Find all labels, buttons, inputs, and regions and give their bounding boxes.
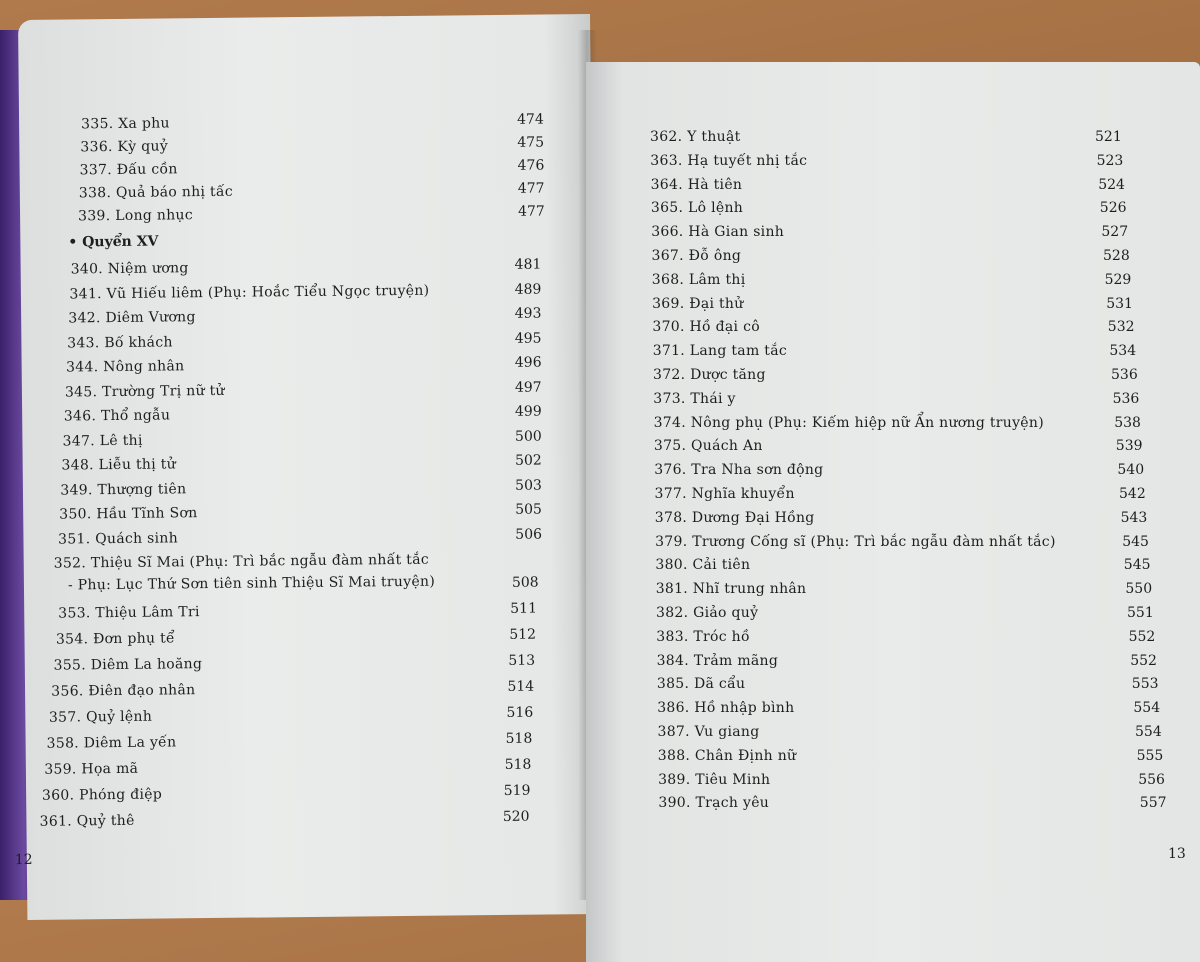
toc-entry-label: 388. Chân Định nữ	[657, 747, 797, 764]
toc-entry	[51, 681, 195, 701]
toc-entry-label: 376. Tra Nha sơn động	[654, 462, 824, 479]
toc-entry	[656, 580, 807, 598]
toc-entry	[49, 708, 152, 727]
section-heading: • Quyển XV	[68, 233, 159, 251]
toc-entry	[653, 390, 735, 408]
toc-entry-label: 362. Y thuật	[650, 129, 741, 145]
toc-entry-page-number: 496	[514, 354, 542, 371]
toc-entry-page-number: 518	[504, 756, 532, 773]
toc-entry	[65, 381, 225, 401]
toc-entry	[651, 223, 784, 241]
toc-entry	[79, 183, 233, 203]
toc-entry-label: 356. Điên đạo nhân	[51, 682, 196, 700]
toc-entry	[58, 603, 200, 622]
toc-entry-label: 335. Xa phu	[81, 115, 170, 133]
right-page	[586, 62, 1200, 962]
toc-entry	[47, 733, 177, 752]
toc-entry-label: 390. Trạch yêu	[658, 795, 770, 812]
toc-entry-label: 340. Niệm ương	[70, 260, 189, 278]
toc-entry-label: 364. Hà tiên	[650, 176, 743, 193]
toc-entry-label: 337. Đấu cồn	[79, 161, 178, 179]
toc-entry-page-number: 553	[1131, 676, 1159, 693]
toc-entry	[651, 176, 743, 194]
toc-entry-label: 365. Lô lệnh	[650, 200, 744, 217]
toc-entry-page-number: 543	[1120, 509, 1148, 526]
toc-entry	[67, 333, 173, 352]
toc-entry-page-number: 545	[1122, 533, 1149, 550]
toc-entry-label: 370. Hồ đại cô	[652, 319, 760, 336]
toc-entry-page-number: 545	[1123, 557, 1151, 574]
toc-entry-page-number: 539	[1115, 438, 1143, 455]
left-page	[14, 14, 599, 920]
toc-entry-page-number: 514	[507, 678, 535, 695]
toc-entry	[71, 259, 189, 278]
toc-entry-page-number: 556	[1138, 771, 1165, 788]
toc-entry-page-number: 554	[1135, 724, 1162, 740]
toc-entry-label: 338. Quả báo nhị tấc	[78, 183, 234, 202]
toc-entry-page-number: 550	[1125, 581, 1153, 598]
toc-entry	[61, 455, 176, 474]
toc-entry-page-number: 521	[1095, 129, 1122, 145]
toc-entry-label: 357. Quỷ lệnh	[48, 708, 153, 726]
toc-entry	[56, 629, 175, 648]
toc-entry-page-number: 551	[1127, 605, 1154, 621]
toc-entry	[653, 366, 766, 384]
toc-entry-label: 377. Nghĩa khuyển	[654, 486, 795, 502]
toc-entry-label: 381. Nhĩ trung nhân	[655, 581, 807, 598]
toc-entry	[655, 533, 1056, 551]
toc-entry	[44, 760, 138, 779]
toc-entry	[63, 431, 143, 450]
toc-entry-page-number: 524	[1098, 176, 1125, 193]
toc-entry-page-number: 497	[514, 379, 542, 396]
toc-entry-page-number: 511	[510, 600, 538, 617]
toc-entry-label: 341. Vũ Hiếu liêm (Phụ: Hoắc Tiểu Ngọc truyện)	[69, 282, 430, 302]
toc-entry-label: 379. Trương Cống sĩ (Phụ: Trì bắc ngẫu đàm nhất tắc)	[655, 533, 1056, 550]
page-number: 12	[14, 851, 33, 869]
toc-entry-label: 346. Thổ ngẫu	[63, 407, 171, 425]
toc-entry	[654, 461, 823, 479]
toc-entry-label: 366. Hà Gian sinh	[651, 224, 785, 241]
toc-entry-label: 378. Dương Đại Hồng	[654, 509, 815, 526]
toc-entry-label: 375. Quách An	[653, 438, 763, 455]
toc-entry	[655, 485, 795, 503]
toc-entry-352-line1	[54, 551, 429, 573]
toc-entry	[655, 509, 815, 527]
toc-entry	[656, 604, 758, 622]
toc-entry	[655, 556, 750, 574]
toc-entry	[64, 406, 171, 425]
toc-entry-page-number: 499	[514, 403, 542, 420]
toc-entry-page-number: 555	[1136, 747, 1164, 764]
toc-entry-page-number: 474	[517, 111, 544, 128]
toc-entry	[658, 747, 797, 765]
toc-entry-page-number: 538	[1114, 414, 1141, 431]
toc-entry-page-number: 536	[1111, 367, 1138, 383]
toc-entry-label: 348. Liễu thị tử	[61, 456, 177, 474]
toc-entry-label: 373. Thái y	[653, 390, 736, 407]
toc-entry-page-number: 523	[1096, 152, 1124, 169]
toc-entry	[59, 504, 197, 523]
toc-entry-page-number: 529	[1104, 271, 1132, 288]
toc-entry-page-number: 512	[509, 626, 537, 643]
toc-entry-page-number: 542	[1119, 486, 1146, 502]
toc-entry-page-number: 536	[1112, 390, 1140, 407]
toc-entry	[68, 308, 196, 327]
toc-entry-label: 386. Hồ nhập bình	[657, 700, 795, 717]
toc-entry-page-number: 506	[515, 526, 543, 543]
toc-entry-label: 369. Đại thử	[652, 295, 744, 312]
toc-entry-label: 336. Kỳ quỷ	[80, 138, 169, 156]
toc-entry-page-number: 520	[502, 808, 530, 825]
toc-entry-label: 389. Tiêu Minh	[658, 771, 771, 788]
toc-entry-page-number: 540	[1117, 462, 1145, 479]
toc-entry-label: 374. Nông phụ (Phụ: Kiếm hiệp nữ Ẩn nương truyện)	[653, 414, 1044, 431]
toc-entry-label: 363. Hạ tuyết nhị tắc	[650, 152, 808, 169]
toc-entry	[60, 480, 186, 499]
toc-entry-label: 352. Thiệu Sĩ Mai (Phụ: Trì bắc ngẫu đàm nhất tắc	[53, 551, 430, 572]
toc-entry-label: 360. Phóng điệp	[41, 786, 163, 804]
toc-entry-page-number: 505	[515, 501, 543, 518]
toc-entry-label: 354. Đơn phụ tể	[55, 630, 176, 648]
toc-entry	[658, 771, 770, 789]
toc-entry-page-number: 477	[517, 203, 545, 220]
toc-entry	[42, 786, 162, 805]
toc-entry	[80, 160, 178, 179]
toc-entry	[657, 699, 794, 717]
toc-entry	[81, 114, 170, 133]
toc-entry-page-number: 534	[1109, 343, 1137, 360]
toc-entry	[652, 295, 743, 313]
toc-entry	[66, 357, 185, 376]
toc-entry	[53, 655, 202, 675]
toc-entry-page-number: 531	[1106, 295, 1133, 312]
toc-entry	[656, 628, 750, 646]
toc-entry-page-number: 513	[508, 652, 536, 669]
toc-entry-label: 382. Giảo quỷ	[656, 605, 759, 621]
toc-entry-label: 345. Trường Trị nữ tử	[64, 382, 225, 401]
toc-entry-page-number: 552	[1130, 652, 1157, 669]
toc-entry	[69, 281, 429, 303]
toc-entry-label: 383. Tróc hồ	[656, 628, 750, 645]
page-number: 13	[1168, 846, 1186, 862]
toc-entry-label: 372. Dược tăng	[653, 367, 766, 383]
toc-entry-page-number: 500	[514, 428, 542, 445]
toc-entry	[653, 342, 787, 360]
toc-entry-352-line2	[68, 573, 435, 595]
toc-entry	[652, 318, 760, 336]
toc-entry	[658, 794, 769, 812]
toc-entry-label: 339. Long nhục	[78, 207, 194, 225]
toc-entry-label: 385. Dã cẩu	[656, 676, 746, 693]
toc-entry-page-number: 557	[1139, 795, 1167, 812]
toc-entry-page-number: 495	[514, 330, 542, 347]
toc-entry-label: 351. Quách sinh	[57, 529, 179, 548]
toc-entry	[657, 675, 745, 693]
toc-entry-page-number: 519	[503, 782, 531, 799]
toc-entry-page-number: 489	[514, 281, 542, 298]
toc-entry-page-number: 503	[515, 477, 542, 494]
toc-entry-label: 361. Quỷ thê	[39, 812, 135, 830]
toc-entry	[651, 199, 743, 217]
toc-entry-page-number: 475	[517, 134, 545, 151]
toc-entry-label: 387. Vu giang	[657, 724, 760, 740]
toc-entry-page-number: 552	[1128, 628, 1156, 645]
toc-entry-label: 384. Trảm mãng	[656, 652, 779, 669]
toc-entry-page-number: 532	[1107, 319, 1135, 336]
toc-entry-page-number: 554	[1133, 700, 1161, 717]
toc-entry-page-number: 508	[511, 574, 539, 591]
toc-entry-label: 342. Diêm Vương	[68, 309, 196, 327]
toc-entry-label: 350. Hầu Tĩnh Sơn	[59, 505, 198, 523]
toc-entry	[654, 414, 1044, 432]
toc-entry-label: - Phụ: Lục Thứ Sơn tiên sinh Thiệu Sĩ Mai truyện)	[67, 573, 436, 594]
toc-entry-label: 358. Diêm La yến	[46, 734, 177, 752]
toc-entry-label: 380. Cải tiên	[655, 557, 751, 574]
toc-entry	[80, 137, 168, 156]
toc-entry-page-number: 502	[514, 452, 542, 469]
toc-entry	[657, 652, 779, 670]
toc-entry-page-number: 526	[1099, 200, 1127, 217]
toc-entry-label: 349. Thượng tiên	[60, 480, 187, 499]
toc-entry	[652, 271, 746, 289]
toc-entry-page-number: 477	[517, 180, 545, 197]
toc-entry-label: 371. Lang tam tắc	[652, 343, 787, 360]
toc-entry	[652, 247, 742, 265]
toc-entry-label: 367. Đỗ ông	[651, 248, 742, 264]
toc-entry-label: 355. Diêm La hoăng	[53, 656, 203, 674]
toc-entry	[40, 812, 135, 831]
toc-entry-label: 343. Bố khách	[67, 333, 173, 351]
toc-entry	[78, 206, 193, 225]
toc-entry-label: 368. Lâm thị	[651, 271, 746, 288]
toc-entry-page-number: 476	[517, 157, 545, 174]
toc-entry	[654, 437, 763, 455]
toc-entry-page-number: 493	[514, 305, 542, 322]
toc-entry	[58, 529, 178, 548]
toc-entry-page-number: 528	[1103, 248, 1130, 264]
toc-entry-page-number: 481	[514, 256, 542, 273]
toc-entry-page-number: 518	[505, 730, 533, 747]
toc-entry	[658, 723, 760, 741]
toc-entry-label: 347. Lê thị	[62, 432, 143, 450]
toc-entry-label: 353. Thiệu Lâm Tri	[58, 604, 200, 622]
toc-entry-label: 344. Nông nhân	[65, 358, 185, 376]
toc-entry-label: 359. Họa mã	[44, 760, 139, 778]
toc-entry-page-number: 527	[1101, 224, 1129, 241]
toc-entry	[650, 128, 741, 146]
toc-entry-page-number: 516	[506, 704, 534, 721]
toc-entry	[650, 152, 807, 170]
